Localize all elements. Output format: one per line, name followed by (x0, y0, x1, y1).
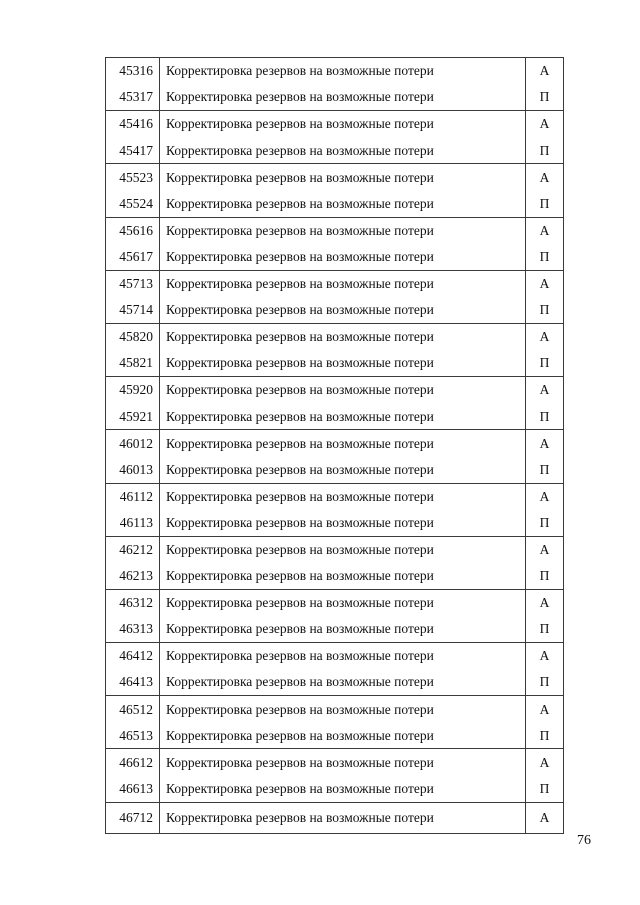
account-name: Корректировка резервов на возможные потери (160, 190, 526, 217)
table-row (106, 323, 564, 350)
account-code: 46412 (106, 643, 160, 670)
table-row (106, 111, 564, 138)
table-row (106, 616, 564, 643)
account-code: 46512 (106, 696, 160, 723)
account-code: 45616 (106, 217, 160, 244)
account-code: 45821 (106, 350, 160, 377)
account-type: А (526, 164, 564, 191)
account-name: Корректировка резервов на возможные потери (160, 270, 526, 297)
account-name: Корректировка резервов на возможные потери (160, 350, 526, 377)
table-row (106, 456, 564, 483)
account-name: Корректировка резервов на возможные потери (160, 643, 526, 670)
table-row (106, 137, 564, 164)
account-name: Корректировка резервов на возможные потери (160, 244, 526, 271)
account-name: Корректировка резервов на возможные потери (160, 456, 526, 483)
account-code: 45416 (106, 111, 160, 138)
table-row (106, 510, 564, 537)
account-code: 46213 (106, 563, 160, 590)
table-row (106, 589, 564, 616)
account-name: Корректировка резервов на возможные потери (160, 403, 526, 430)
table-row (106, 722, 564, 749)
account-type: П (526, 350, 564, 377)
account-type: А (526, 536, 564, 563)
account-type: П (526, 722, 564, 749)
account-type: П (526, 616, 564, 643)
account-code: 46112 (106, 483, 160, 510)
account-type: П (526, 456, 564, 483)
account-name: Корректировка резервов на возможные потери (160, 164, 526, 191)
table-row (106, 190, 564, 217)
table-row (106, 270, 564, 297)
table-row (106, 403, 564, 430)
account-code: 45417 (106, 137, 160, 164)
account-code: 46013 (106, 456, 160, 483)
account-name: Корректировка резервов на возможные потери (160, 563, 526, 590)
account-code: 45316 (106, 58, 160, 85)
table-row (106, 84, 564, 111)
table-row (106, 669, 564, 696)
account-code: 46212 (106, 536, 160, 563)
account-type: П (526, 137, 564, 164)
table-row (106, 297, 564, 324)
account-type: П (526, 244, 564, 271)
account-name: Корректировка резервов на возможные потери (160, 776, 526, 803)
account-name: Корректировка резервов на возможные потери (160, 217, 526, 244)
table-row (106, 563, 564, 590)
account-code: 46712 (106, 802, 160, 833)
account-code: 45714 (106, 297, 160, 324)
account-type: А (526, 749, 564, 776)
account-type: П (526, 190, 564, 217)
table-row (106, 164, 564, 191)
table-row (106, 217, 564, 244)
table-row (106, 643, 564, 670)
account-name: Корректировка резервов на возможные потери (160, 749, 526, 776)
accounts-table (105, 57, 564, 834)
account-name: Корректировка резервов на возможные потери (160, 58, 526, 85)
account-code: 45920 (106, 377, 160, 404)
account-name: Корректировка резервов на возможные потери (160, 510, 526, 537)
account-code: 45921 (106, 403, 160, 430)
account-name: Корректировка резервов на возможные потери (160, 430, 526, 457)
account-code: 46613 (106, 776, 160, 803)
account-type: А (526, 111, 564, 138)
account-name: Корректировка резервов на возможные потери (160, 696, 526, 723)
account-name: Корректировка резервов на возможные потери (160, 616, 526, 643)
account-name: Корректировка резервов на возможные потери (160, 589, 526, 616)
account-code: 46513 (106, 722, 160, 749)
account-code: 46312 (106, 589, 160, 616)
table-row (106, 802, 564, 833)
account-code: 45317 (106, 84, 160, 111)
account-type: А (526, 270, 564, 297)
page-number: 76 (577, 833, 591, 848)
account-type: А (526, 377, 564, 404)
account-name: Корректировка резервов на возможные потери (160, 483, 526, 510)
account-name: Корректировка резервов на возможные потери (160, 111, 526, 138)
accounts-table-body (106, 58, 564, 834)
account-name: Корректировка резервов на возможные потери (160, 84, 526, 111)
account-code: 46113 (106, 510, 160, 537)
account-type: П (526, 403, 564, 430)
account-name: Корректировка резервов на возможные потери (160, 137, 526, 164)
account-type: П (526, 510, 564, 537)
account-name: Корректировка резервов на возможные потери (160, 802, 526, 833)
account-type: А (526, 589, 564, 616)
account-type: А (526, 643, 564, 670)
account-type: П (526, 669, 564, 696)
table-row (106, 350, 564, 377)
table-row (106, 696, 564, 723)
account-type: А (526, 483, 564, 510)
account-code: 45617 (106, 244, 160, 271)
table-row (106, 430, 564, 457)
account-code: 46012 (106, 430, 160, 457)
table-row (106, 536, 564, 563)
account-type: П (526, 776, 564, 803)
account-code: 46413 (106, 669, 160, 696)
table-row (106, 244, 564, 271)
account-name: Корректировка резервов на возможные потери (160, 722, 526, 749)
account-name: Корректировка резервов на возможные потери (160, 536, 526, 563)
account-type: А (526, 58, 564, 85)
account-code: 46313 (106, 616, 160, 643)
account-type: А (526, 696, 564, 723)
account-code: 45523 (106, 164, 160, 191)
account-type: П (526, 563, 564, 590)
account-code: 46612 (106, 749, 160, 776)
account-type: А (526, 802, 564, 833)
account-name: Корректировка резервов на возможные потери (160, 297, 526, 324)
account-code: 45713 (106, 270, 160, 297)
account-type: А (526, 323, 564, 350)
account-type: А (526, 217, 564, 244)
account-code: 45524 (106, 190, 160, 217)
account-name: Корректировка резервов на возможные потери (160, 377, 526, 404)
account-type: А (526, 430, 564, 457)
table-row (106, 377, 564, 404)
table-row (106, 776, 564, 803)
table-row (106, 749, 564, 776)
account-code: 45820 (106, 323, 160, 350)
account-type: П (526, 84, 564, 111)
table-row (106, 483, 564, 510)
account-type: П (526, 297, 564, 324)
account-name: Корректировка резервов на возможные потери (160, 669, 526, 696)
account-name: Корректировка резервов на возможные потери (160, 323, 526, 350)
table-row (106, 58, 564, 85)
